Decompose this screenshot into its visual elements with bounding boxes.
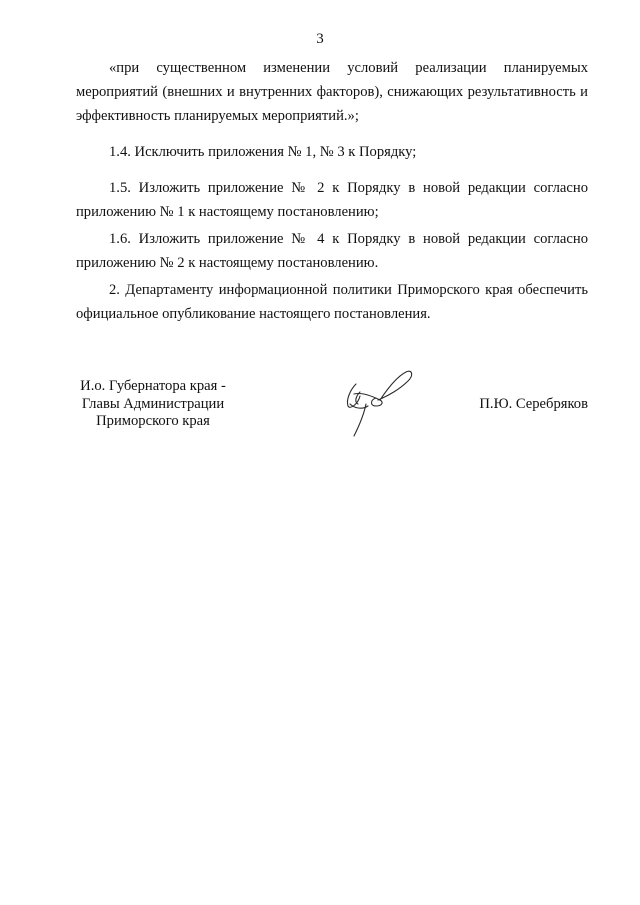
signatory-position-line2: Главы Администрации [81,395,225,412]
handwritten-signature [336,366,414,440]
signatory-position-line1: И.о. Губернатора края - [80,378,226,394]
signatory-position-line3: Приморского края [96,413,210,429]
paragraph-1-4: 1.4. Исключить приложения № 1, № 3 к Порядку; [109,144,417,160]
signatory-name: П.Ю. Серебряков [479,396,588,412]
page-number: 3 [316,31,324,47]
paragraph-1-6: 1.6. Изложить приложение № 4 к Порядку в новой редакции согласно приложению № 2 к настоящему постановлению. [76,231,588,271]
paragraph-quote: «при существенном изменении условий реализации планируемых мероприятий (внешних и внутренних факторов), снижающих результативность и эффективность планируемых мероприятий.»; [76,60,588,124]
paragraph-1-5: 1.5. Изложить приложение № 2 к Порядку в новой редакции согласно приложению № 1 к настоящему постановлению; [76,180,588,220]
signatory-position [72,378,234,431]
document-body [76,56,588,326]
paragraph-2: 2. Департаменту информационной политики Приморского края обеспечить официальное опубликование настоящего постановления. [76,282,588,322]
